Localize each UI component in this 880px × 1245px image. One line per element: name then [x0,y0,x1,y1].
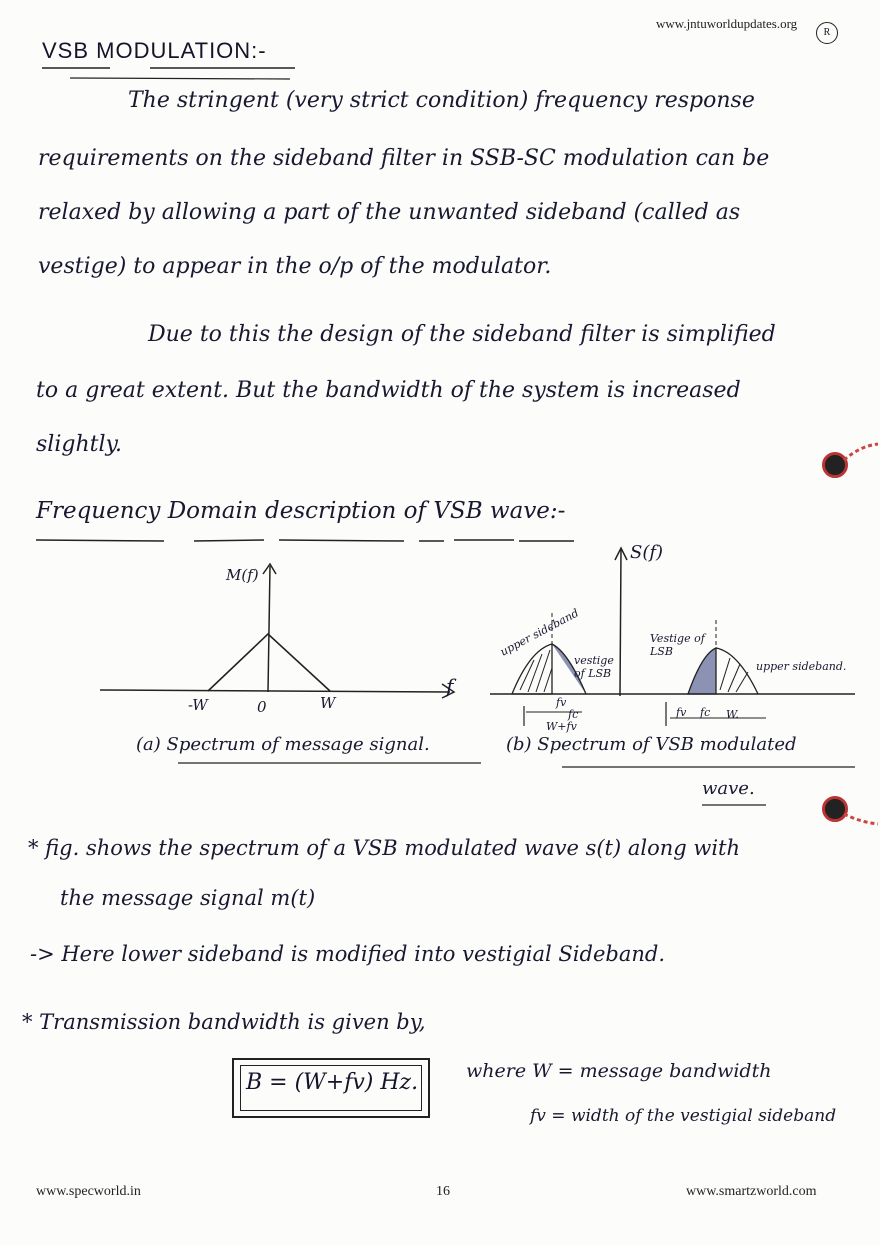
paragraph-line: Due to this the design of the sideband filter is simplified [148,322,776,347]
seal-stamp: R [816,22,838,44]
left-hatching [520,650,552,692]
footer-right-url: www.smartzworld.com [686,1184,817,1199]
tick-label: -W [188,696,208,714]
caption-underline [700,800,770,810]
title-underline [40,62,300,84]
dimension-label: fv [676,706,687,719]
figure-b-caption: (b) Spectrum of VSB modulated [506,734,797,755]
binder-string [840,800,880,840]
where-line: where W = message bandwidth [466,1060,772,1082]
where-line: fv = width of the vestigial sideband [530,1106,837,1126]
bullet-point: * Transmission bandwidth is given by, [22,1010,426,1034]
dimension-label: W+fv [546,720,577,733]
bullet-point: -> Here lower sideband is modified into vestigial Sideband. [30,942,666,966]
tick-label: 0 [257,698,267,716]
page-title: VSB MODULATION:- [42,38,267,63]
dimension-label: fc [568,708,579,721]
caption-underline [560,762,860,772]
dimension-label: W. [726,708,739,721]
bullet-point: * fig. shows the spectrum of a VSB modulated wave s(t) along with [28,836,741,860]
caption-underline [176,758,486,768]
figure-a-x-label: f [446,674,454,698]
section-heading: Frequency Domain description of VSB wave:- [36,498,566,524]
tick-label: W [320,694,336,712]
figure-a-y-label: M(f) [226,566,259,584]
paragraph-line: vestige) to appear in the o/p of the modulator. [38,254,552,279]
formula-box [232,1058,430,1118]
figure-a-y-axis [268,566,270,692]
figure-a-caption: (a) Spectrum of message signal. [136,734,430,755]
vestige-right-label: Vestige of LSB [650,632,705,658]
figure-a-x-axis [100,690,450,692]
dimension-label: fv [556,696,567,709]
dimension-label: fc [700,706,711,719]
bandwidth-formula: B = (W+fv) Hz. [246,1070,419,1095]
paragraph-line: requirements on the sideband filter in SSB-SC modulation can be [38,146,770,171]
right-hatching [720,658,748,692]
upper-sideband-right-label: upper sideband. [756,660,847,673]
header-url: www.jntuworldupdates.org [656,16,798,31]
binder-string [840,440,880,480]
paragraph-line: slightly. [36,432,122,457]
paragraph-line: The stringent (very strict condition) frequency response [128,88,755,113]
paragraph-line: to a great extent. But the bandwidth of the system is increased [36,378,741,403]
page-number: 16 [436,1184,450,1199]
bullet-point: the message signal m(t) [60,886,316,910]
footer-left-url: www.specworld.in [36,1184,141,1199]
figure-b-caption-line2: wave. [702,778,755,799]
figure-a-spectrum [100,560,480,720]
paragraph-line: relaxed by allowing a part of the unwanted sideband (called as [38,200,741,225]
figure-b-y-label: S(f) [630,542,664,563]
upper-sideband-left-label: upper sideband [498,606,581,659]
vestige-left-label: vestige of LSB [574,654,614,680]
